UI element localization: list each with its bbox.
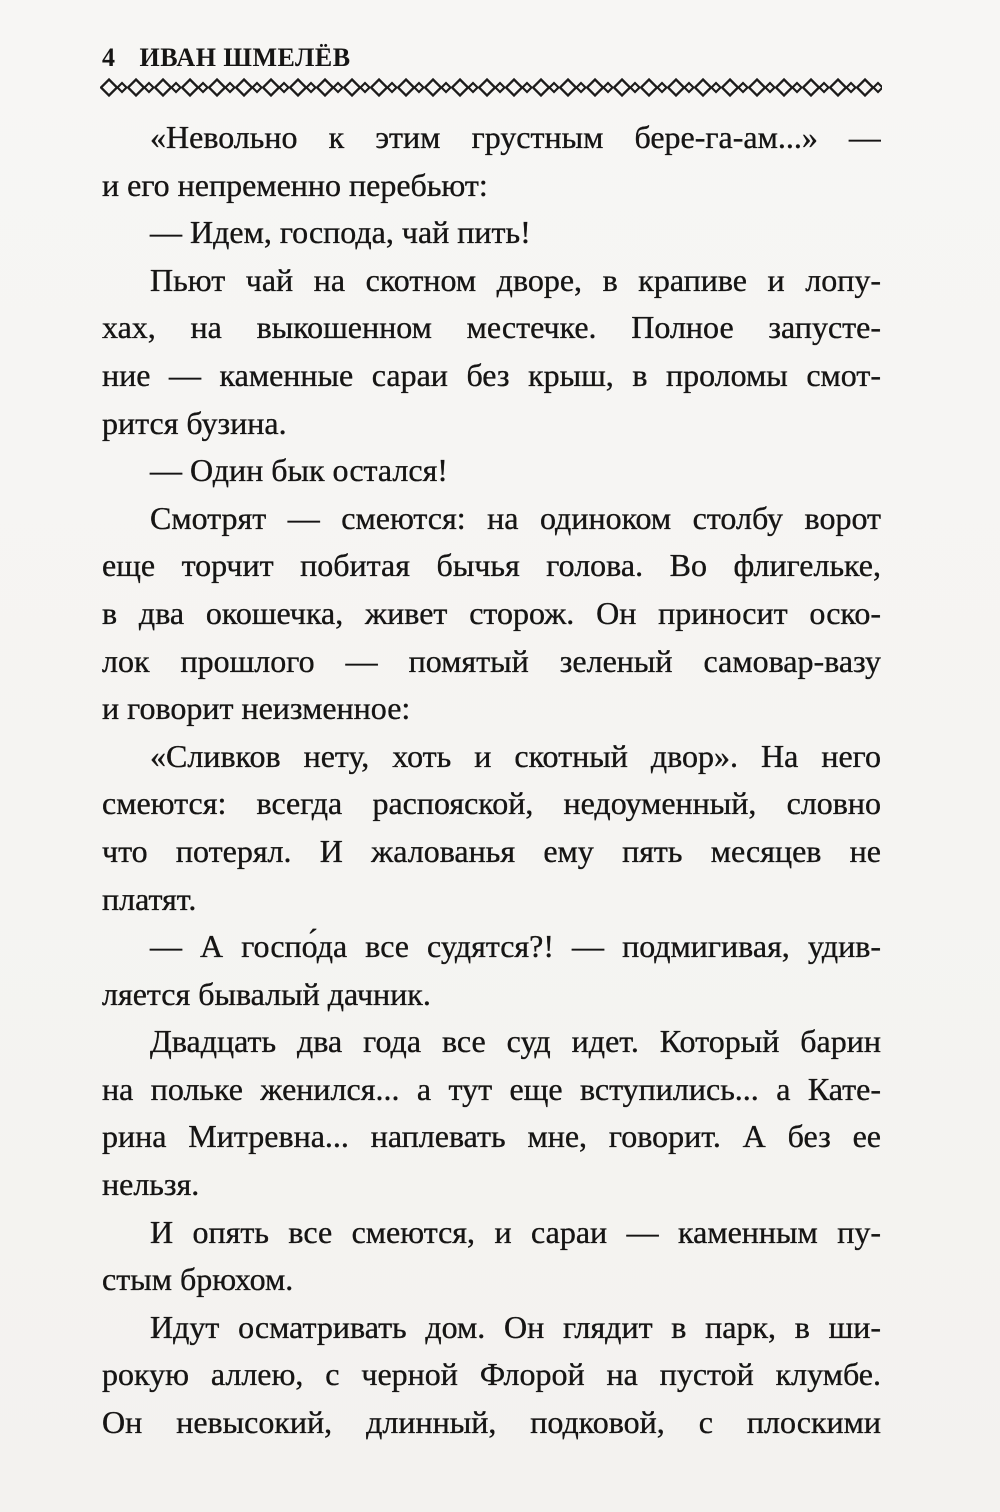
text-line: — Один бык остался! <box>150 452 448 489</box>
text-line: лок прошлого — помятый зеленый самовар-вазу <box>102 642 881 679</box>
page-header <box>102 42 882 74</box>
text-line: «Невольно к этим грустным бере-га-ам...» — <box>150 119 881 155</box>
text-line: платят. <box>102 880 197 917</box>
text-line: Двадцать два года все суд идет. Который барин <box>150 1023 881 1060</box>
text-line: в два окошечка, живет сторож. Он приносит оско- <box>102 594 881 631</box>
text-line: ляется бывалый дачник. <box>102 975 431 1012</box>
text-line: Пьют чай на скотном дворе, в крапиве и лопу- <box>150 261 881 298</box>
text-line: ние — каменные сараи без крыш, в проломы смот- <box>102 356 881 393</box>
text-line: и его непременно перебьют: <box>102 166 488 203</box>
paragraph <box>102 114 881 209</box>
body-text-block <box>102 114 881 1447</box>
text-line: «Сливков нету, хоть и скотный двор». На него <box>150 737 881 774</box>
text-line: что потерял. И жалованья ему пять месяцев не <box>102 832 881 869</box>
text-line: стым брюхом. <box>102 1261 294 1298</box>
paragraph <box>102 495 881 733</box>
page-number: 4 <box>102 43 116 72</box>
text-line: смеются: всегда распояской, недоуменный, словно <box>102 785 881 822</box>
text-line: рится бузина. <box>102 404 287 441</box>
text-line: Он невысокий, длинный, подковой, с плоскими <box>102 1404 881 1441</box>
paragraph <box>102 1304 881 1447</box>
paragraph <box>102 1209 881 1304</box>
text-line: И опять все смеются, и сараи — каменным пу- <box>150 1213 881 1250</box>
text-line: нельзя. <box>102 1166 200 1203</box>
paragraph <box>102 1018 881 1208</box>
diamond-chain-divider-icon <box>100 76 882 100</box>
text-line: на польке женился... а тут еще вступились... а Кате- <box>102 1070 881 1107</box>
text-line: рокую аллею, с черной Флорой на пустой клумбе. <box>102 1356 881 1393</box>
text-line: Идут осматривать дом. Он глядит в парк, в ши- <box>150 1308 881 1345</box>
text-line: еще торчит побитая бычья голова. Во флигельке, <box>102 547 881 584</box>
paragraph <box>102 209 881 257</box>
text-line: — Идем, господа, чай пить! <box>150 214 531 251</box>
text-line: рина Митревна... наплевать мне, говорит. А без ее <box>102 1118 881 1155</box>
text-line: Смотрят — смеются: на одиноком столбу ворот <box>150 499 881 536</box>
text-line: хах, на выкошенном местечке. Полное запусте- <box>102 309 881 346</box>
text-line: — А госпо́да все судятся?! — подмигивая, удив- <box>150 928 881 965</box>
text-line: и говорит неизменное: <box>102 690 411 727</box>
paragraph <box>102 923 881 1018</box>
paragraph <box>102 733 881 923</box>
paragraph <box>102 257 881 447</box>
paragraph <box>102 447 881 495</box>
running-head-author: ИВАН ШМЕЛЁВ <box>139 43 351 72</box>
